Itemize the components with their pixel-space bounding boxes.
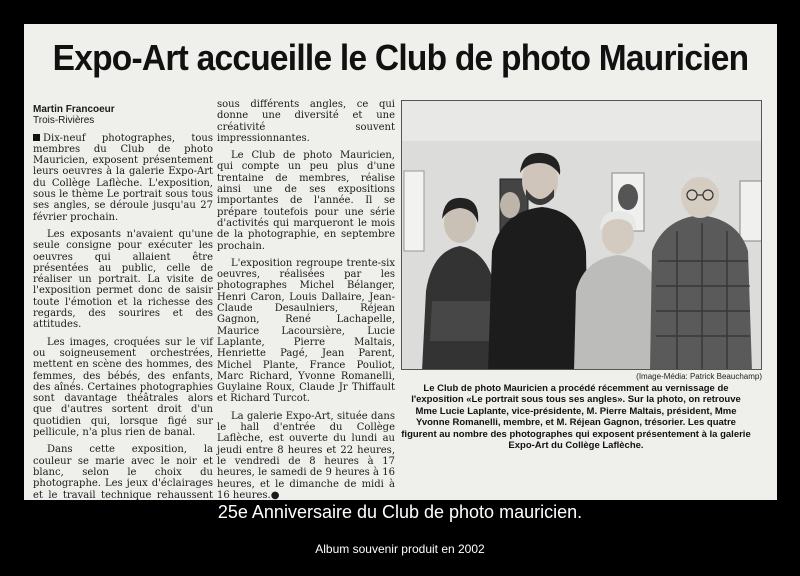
album-subtitle: Album souvenir produit en 2002 xyxy=(315,542,485,556)
byline-author: Martin Francoeur xyxy=(33,104,115,115)
article-paragraph: sous différents angles, ce qui donne une diversité et une créativité souvent impressionnantes. xyxy=(217,99,395,144)
paragraph-marker-icon xyxy=(33,134,40,141)
album-title: 25e Anniversaire du Club de photo mauricien. xyxy=(217,502,583,522)
article-paragraph: Les exposants n'avaient qu'une seule consigne pour exécuter les oeuvres qui allaient être présentées au public, celle de réaliser un portrait. La visite de l'exposition permet donc de saisir toute l'émotion et la richesse des regards, des sourires et des attitudes. xyxy=(33,228,213,331)
article-paragraph: La galerie Expo-Art, située dans le hall d'entrée du Collège Laflèche, est ouverte du lundi au jeudi entre 8 heures et 22 heures, le vendredi de 8 heures à 17 heures, le samedi de 9 heures à 16 heures, et le dimanche de midi à 16 heures.● xyxy=(217,410,395,500)
photo-credit: (Image-Média: Patrick Beauchamp) xyxy=(636,372,762,381)
newspaper-clipping xyxy=(24,24,777,500)
article-paragraph: L'exposition regroupe trente-six oeuvres, réalisées par les photographes Michel Bélanger, Henri Caron, Louis Dallaire, Jean-Claude Desaulniers, Réjean Gagnon, René Lachapelle, Maurice Lacoursière, Lucie Laplante, Pierre Maltais, Henriette Pagé, Jean Parent, Michel Plante, France Pouliot, Marc Richard, Yvonne Romanelli, Guylaine Roux, Claude Jr Thiffault et Richard Turcot. xyxy=(217,257,395,405)
byline-city: Trois-Rivières xyxy=(33,115,95,127)
group-photo xyxy=(401,100,762,370)
article-column-2 xyxy=(217,99,395,500)
article-paragraph: Les images, croquées sur le vif ou soigneusement orchestrées, mettent en scène des hommes, des femmes, des bébés, des enfants, des aînés. Certaines photographies sont davantage théâtrales alors que d'autres sortent droit d'un quotidien qui, lorsque figé sur pellicule, n'a plus rien de banal. xyxy=(33,336,213,439)
headline: Expo-Art accueille le Club de photo Mauricien xyxy=(52,37,749,78)
article-paragraph: Le Club de photo Mauricien, qui compte un peu plus d'une trentaine de membres, réalise ainsi une de ses expositions importantes de l'année. Il se prépare toutefois pour une série d'activités qui marqueront le mois de la photographie, en septembre prochain. xyxy=(217,150,395,252)
article-paragraph: Dans cette exposition, la couleur se marie avec le noir et blanc, selon le choix du photographe. Les jeux d'éclairages et le travail technique rehaussent xyxy=(33,444,213,500)
group-photo-illustration xyxy=(402,101,762,370)
article-paragraph: Dix-neuf photographes, tous membres du Club de photo Mauricien, exposent présentement leurs oeuvres à la galerie Expo-Art du Collège Laflèche. L'exposition, sous le thème Le portrait sous tous ses angles, se déroule jusqu'au 27 février prochain. xyxy=(33,132,213,223)
article-column-1 xyxy=(33,104,213,500)
photo-caption: Le Club de photo Mauricien a procédé récemment au vernissage de l'exposition «Le portrait sous tous ses angles». Sur la photo, on retrouve Mme Lucie Laplante, vice-présidente, M. Pierre Maltais, président, Mme Yvonne Romanelli, membre, et M. Réjean Gagnon, trésorier. Les quatre figurent au nombre des photographes qui exposent présentement à la galerie Expo-Art du Collège Laflèche. xyxy=(401,383,751,452)
